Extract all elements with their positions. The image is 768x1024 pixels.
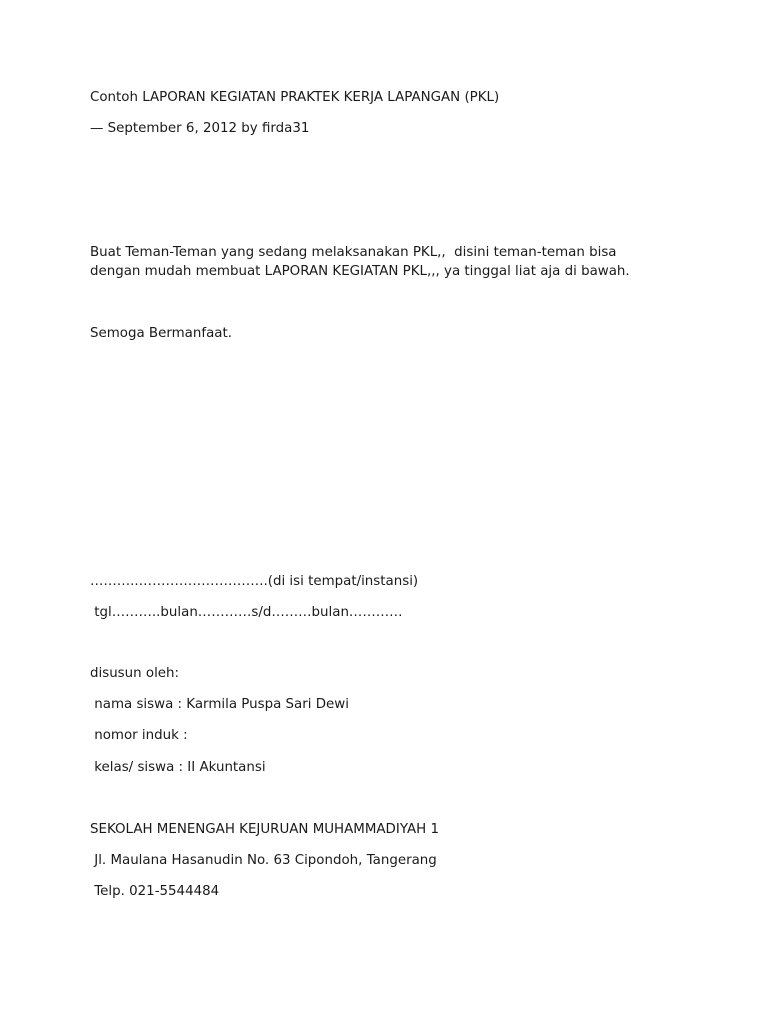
student-number: nomor induk : — [90, 728, 188, 743]
date-field: tgl………..bulan…………s/d………bulan………… — [90, 605, 403, 620]
student-class: kelas/ siswa : II Akuntansi — [90, 760, 266, 775]
closing-text: Semoga Bermanfaat. — [90, 326, 233, 341]
school-name: SEKOLAH MENENGAH KEJURUAN MUHAMMADIYAH 1 — [90, 822, 439, 837]
student-name: nama siswa : Karmila Puspa Sari Dewi — [90, 697, 349, 712]
intro-text-line-1: Buat Teman-Teman yang sedang melaksanakan PKL,, disini teman-teman bisa — [90, 245, 617, 260]
intro-text-line-2: dengan mudah membuat LAPORAN KEGIATAN PKL,,, ya tinggal liat aja di bawah. — [90, 264, 630, 279]
school-address: Jl. Maulana Hasanudin No. 63 Cipondoh, Tangerang — [90, 853, 437, 868]
document-title: Contoh LAPORAN KEGIATAN PRAKTEK KERJA LAPANGAN (PKL) — [90, 90, 500, 105]
compiled-by-label: disusun oleh: — [90, 666, 180, 681]
school-phone: Telp. 021-5544484 — [90, 884, 220, 899]
place-field: ………..………………………..(di isi tempat/instansi) — [90, 574, 419, 589]
byline: — September 6, 2012 by firda31 — [90, 121, 310, 136]
